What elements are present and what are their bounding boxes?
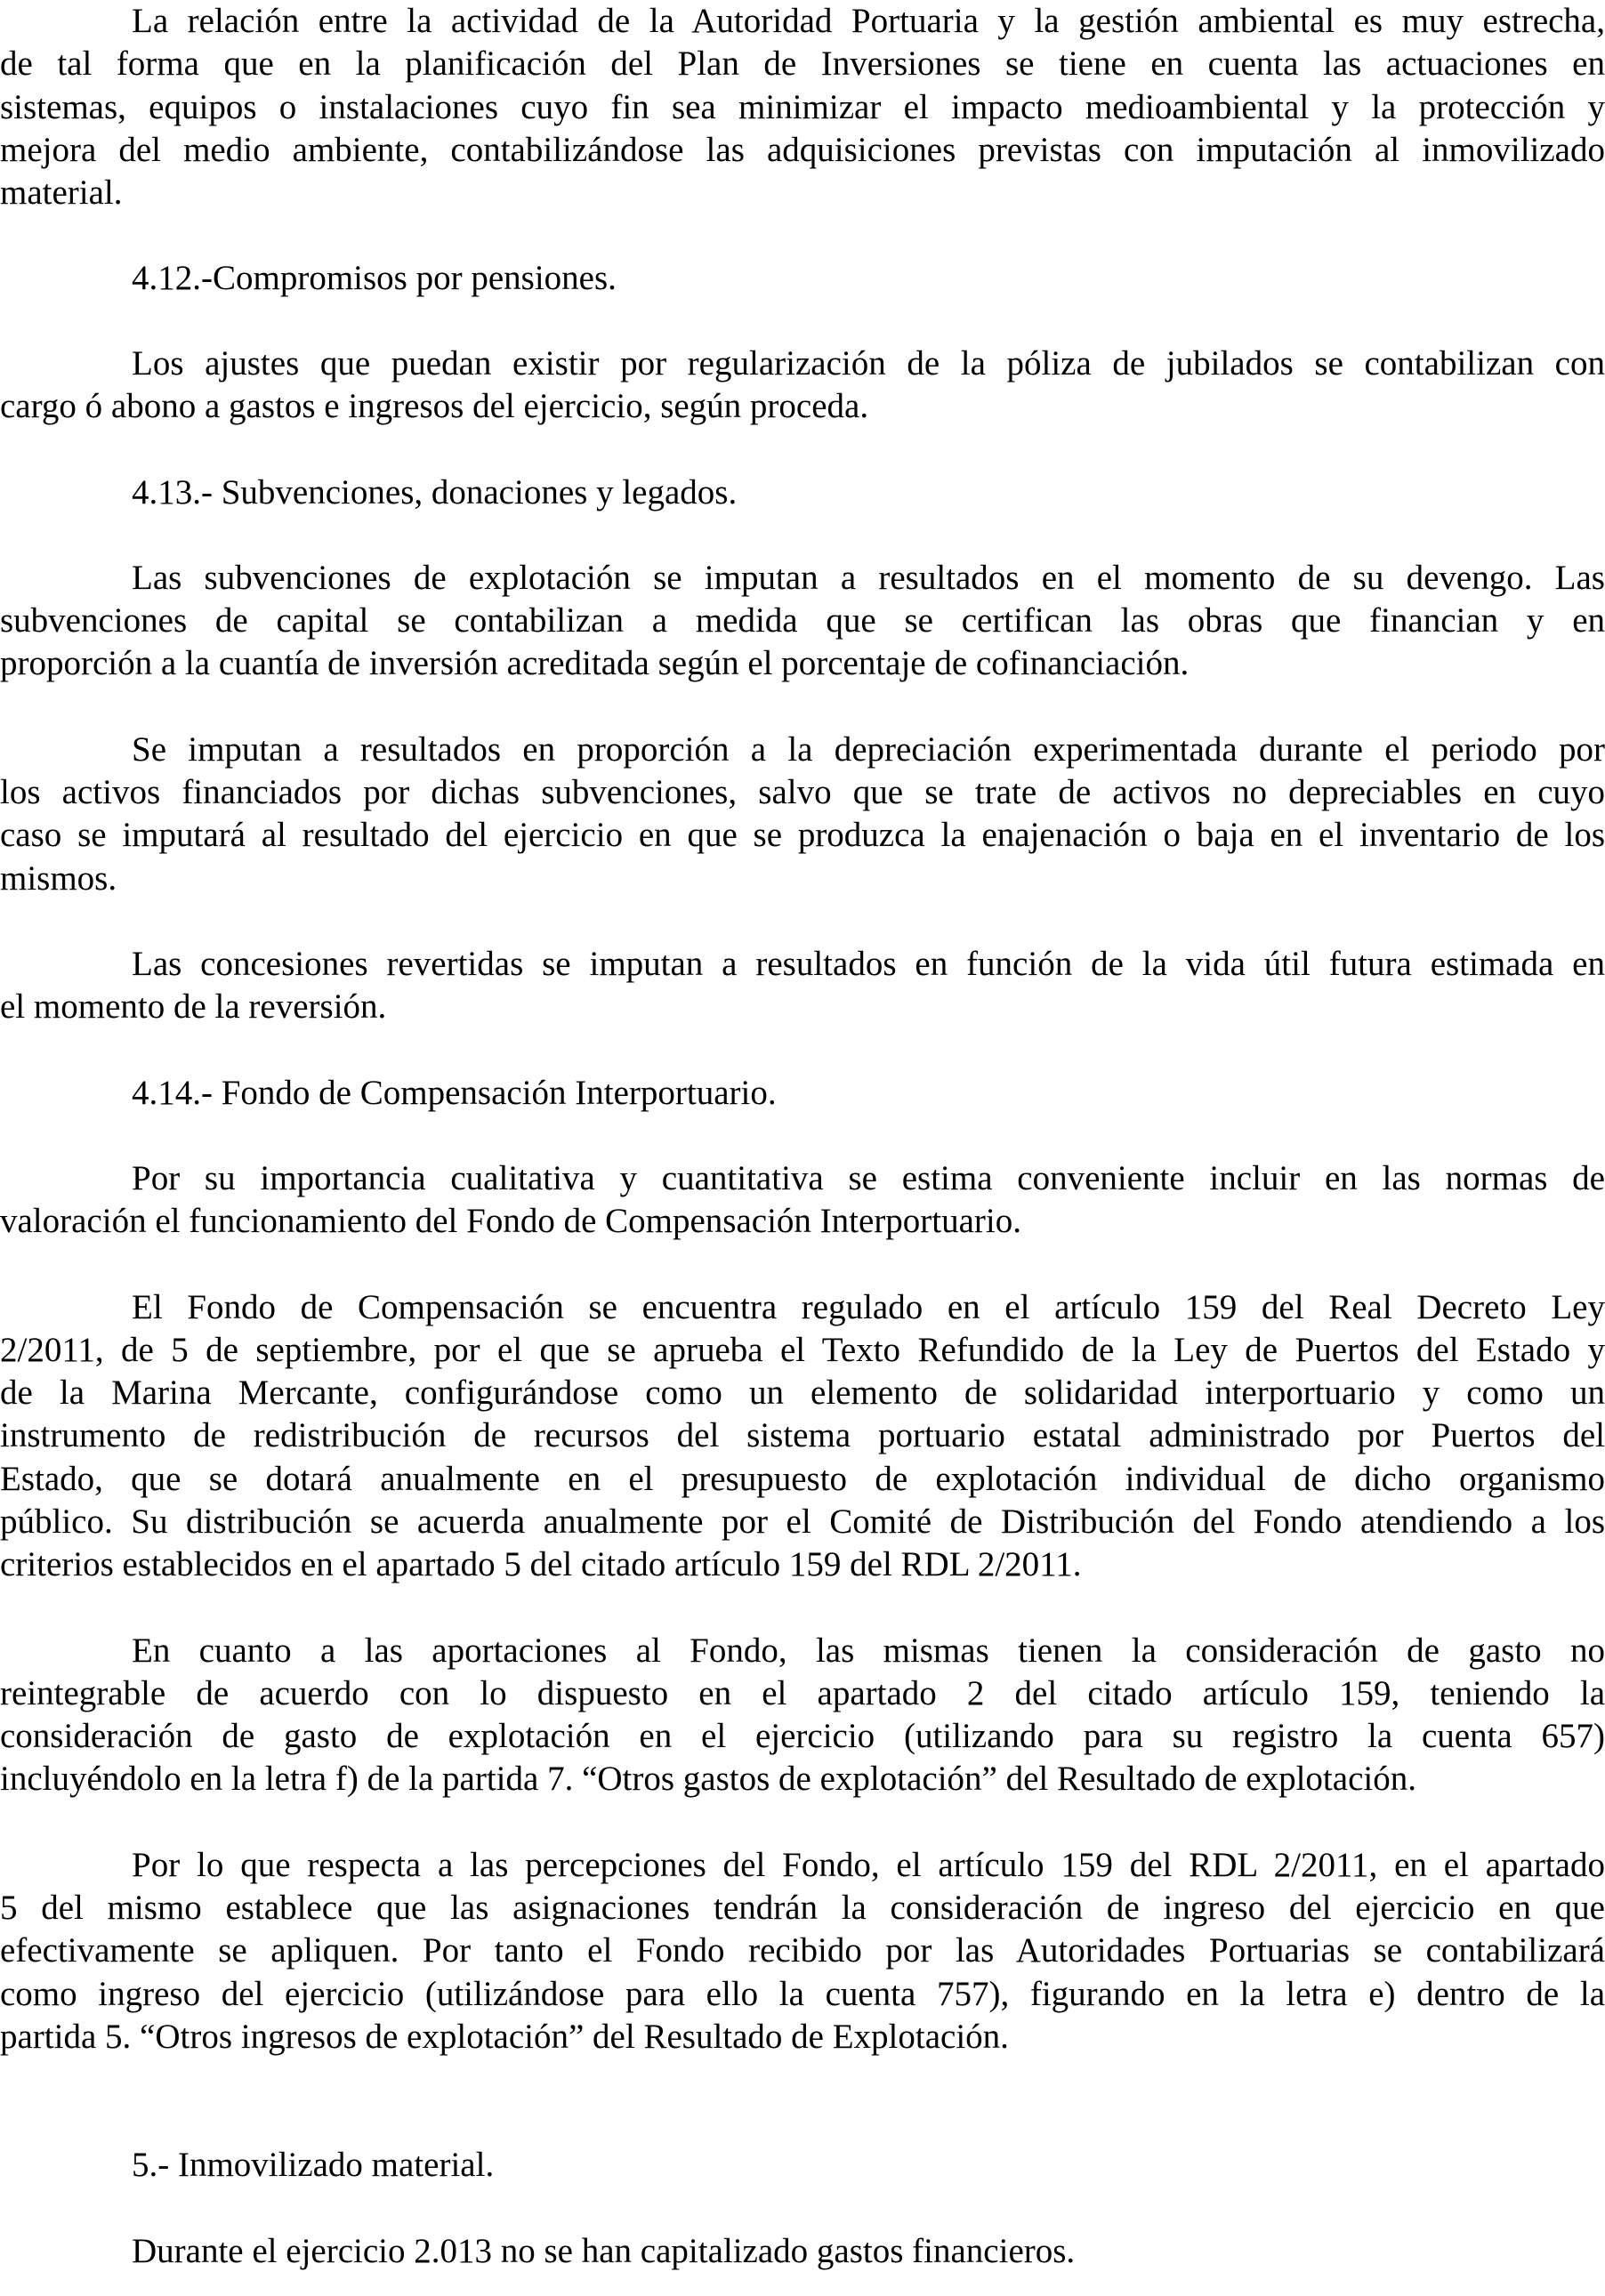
paragraph-line: Las subvenciones de explotación se imputan a resultados en el momento de su devengo. Las [132,559,1605,597]
paragraph-line: Durante el ejercicio 2.013 no se han capitalizado gastos financieros. [132,2232,1076,2270]
paragraph-line: En cuanto a las aportaciones al Fondo, las mismas tienen la consideración de gasto no [132,1631,1605,1670]
paragraph-line: sistemas, equipos o instalaciones cuyo fin sea minimizar el impacto medioambiental y la protección y [0,88,1605,126]
section-heading: 4.12.-Compromisos por pensiones. [132,259,617,297]
paragraph-line: como ingreso del ejercicio (utilizándose para ello la cuenta 757), figurando en la letra e) dentro de la [0,1975,1605,2013]
paragraph-line: Los ajustes que puedan existir por regularización de la póliza de jubilados se contabilizan con [132,344,1605,383]
paragraph-line: El Fondo de Compensación se encuentra regulado en el artículo 159 del Real Decreto Ley [132,1288,1605,1326]
paragraph-line: Las concesiones revertidas se imputan a resultados en función de la vida útil futura estimada en [132,945,1605,983]
paragraph-line: instrumento de redistribución de recursos del sistema portuario estatal administrado por Puertos del [0,1416,1605,1454]
paragraph-line: 2/2011, de 5 de septiembre, por el que se aprueba el Texto Refundido de la Ley de Puertos del Estado y [0,1331,1605,1369]
paragraph-line: público. Su distribución se acuerda anualmente por el Comité de Distribución del Fondo atendiendo a los [0,1502,1605,1541]
paragraph-line: reintegrable de acuerdo con lo dispuesto en el apartado 2 del citado artículo 159, teniendo la [0,1674,1605,1712]
paragraph-line: criterios establecidos en el apartado 5 del citado artículo 159 del RDL 2/2011. [0,1545,1082,1583]
paragraph-line: de la Marina Mercante, configurándose como un elemento de solidaridad interportuario y como un [0,1374,1605,1412]
section-heading: 4.13.- Subvenciones, donaciones y legados. [132,473,738,512]
paragraph-line: cargo ó abono a gastos e ingresos del ejercicio, según proceda. [0,387,869,425]
paragraph-line: caso se imputará al resultado del ejercicio en que se produzca la enajenación o baja en el inventario de los [0,816,1605,854]
section-heading: 5.- Inmovilizado material. [132,2146,495,2184]
paragraph-line: de tal forma que en la planificación del Plan de Inversiones se tiene en cuenta las actuaciones en [0,44,1605,83]
paragraph-line: proporción a la cuantía de inversión acreditada según el porcentaje de cofinanciación. [0,644,1190,682]
paragraph-line: Por lo que respecta a las percepciones del Fondo, el artículo 159 del RDL 2/2011, en el apartado [132,1846,1605,1884]
paragraph-line: Se imputan a resultados en proporción a la depreciación experimentada durante el periodo por [132,730,1605,769]
section-heading: 4.14.- Fondo de Compensación Interportuario. [132,1074,777,1112]
paragraph-line: Por su importancia cualitativa y cuantitativa se estima conveniente incluir en las normas de [132,1159,1605,1197]
paragraph-line: Estado, que se dotará anualmente en el presupuesto de explotación individual de dicho organismo [0,1460,1605,1498]
paragraph-line: La relación entre la actividad de la Autoridad Portuaria y la gestión ambiental es muy estrecha, [132,2,1605,40]
paragraph-line: subvenciones de capital se contabilizan a medida que se certifican las obras que financian y en [0,601,1605,640]
paragraph-line: partida 5. “Otros ingresos de explotación” del Resultado de Explotación. [0,2018,1009,2056]
paragraph-line: mejora del medio ambiente, contabilizándose las adquisiciones previstas con imputación al inmovilizado [0,131,1605,169]
paragraph-line: el momento de la reversión. [0,987,387,1026]
paragraph-line: incluyéndolo en la letra f) de la partida 7. “Otros gastos de explotación” del Resultado de explotación. [0,1760,1416,1798]
paragraph-line: material. [0,173,123,212]
paragraph-line: consideración de gasto de explotación en el ejercicio (utilizando para su registro la cuenta 657) [0,1717,1605,1755]
paragraph-line: mismos. [0,859,117,898]
paragraph-line: 5 del mismo establece que las asignaciones tendrán la consideración de ingreso del ejercicio en que [0,1889,1605,1927]
paragraph-line: los activos financiados por dichas subvenciones, salvo que se trate de activos no depreciables en cuyo [0,773,1605,811]
paragraph-line: valoración el funcionamiento del Fondo de Compensación Interportuario. [0,1202,1022,1240]
paragraph-line: efectivamente se apliquen. Por tanto el Fondo recibido por las Autoridades Portuarias se contabilizará [0,1931,1605,1970]
